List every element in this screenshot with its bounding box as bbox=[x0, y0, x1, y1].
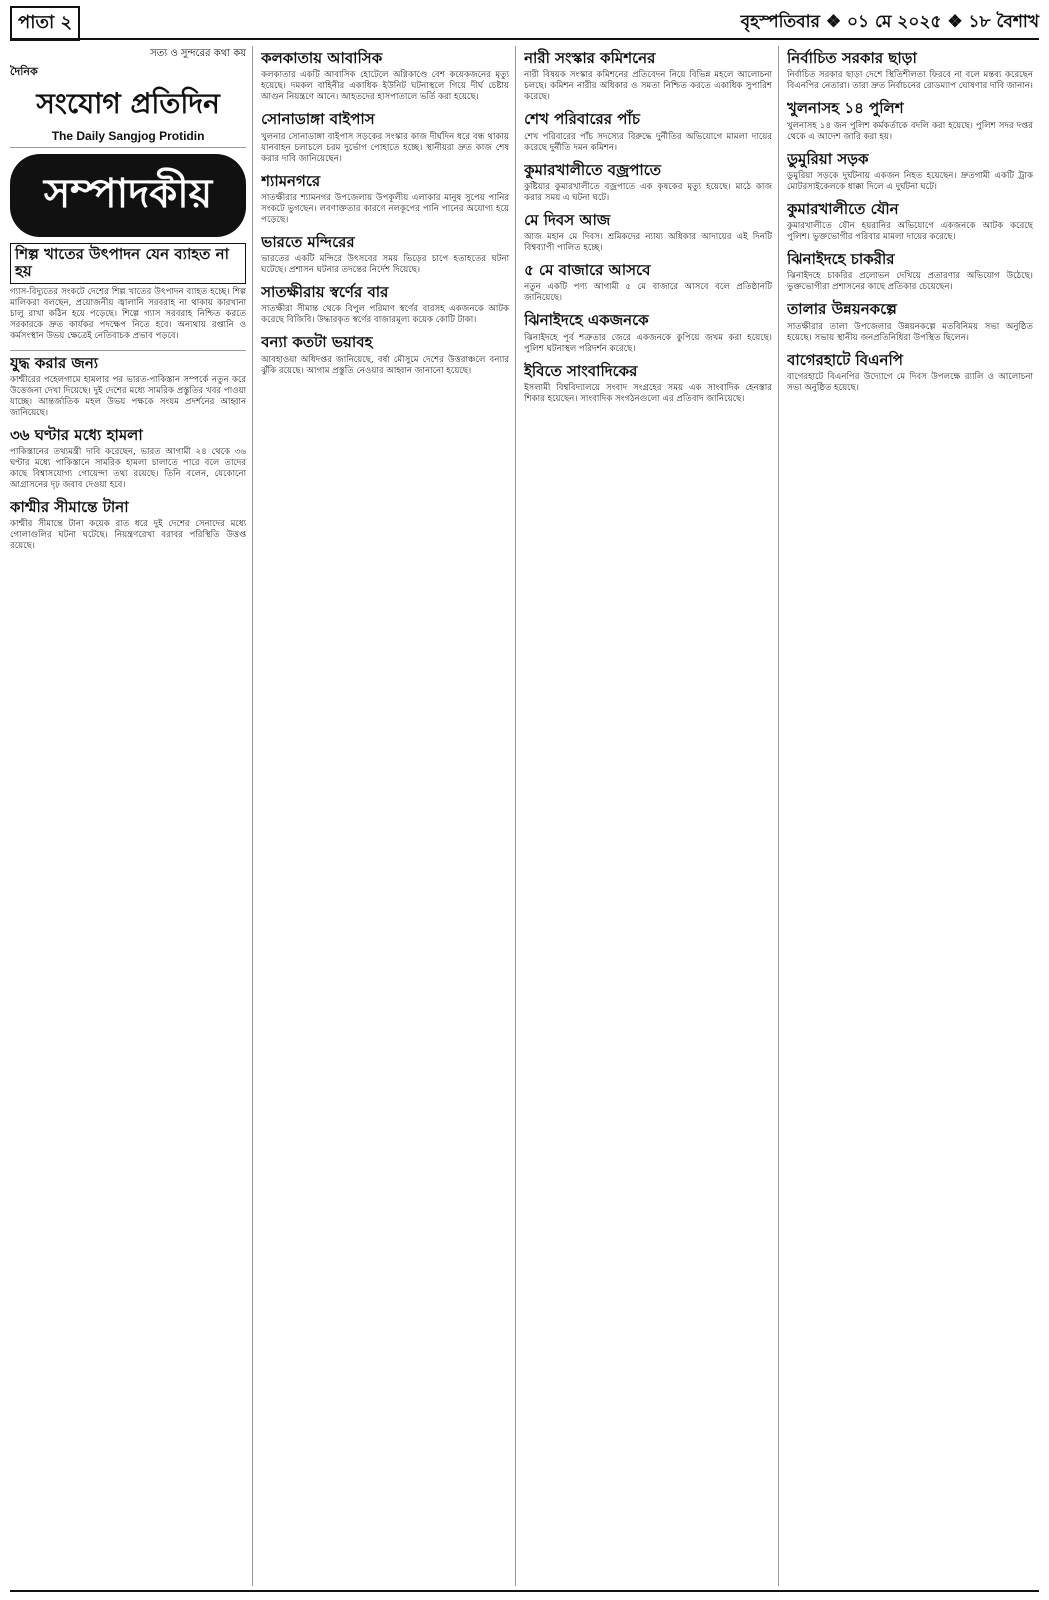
article-title: শিল্প খাতের উৎপাদন যেন ব্যাহত না হয় bbox=[10, 243, 246, 284]
article-body: নতুন একটি পণ্য আগামী ৫ মে বাজারে আসবে বলে প্রতিষ্ঠানটি জানিয়েছে। bbox=[524, 282, 773, 304]
article-body: ঝিনাইদহে পূর্ব শত্রুতার জেরে একজনকে কুপিয়ে জখম করা হয়েছে। পুলিশ ঘটনাস্থল পরিদর্শন করেছে। bbox=[524, 332, 773, 354]
bottom-rule bbox=[10, 1590, 1039, 1592]
masthead-title-en: The Daily Sangjog Protidin bbox=[51, 129, 205, 143]
article-title: কাশ্মীর সীমান্তে টানা bbox=[10, 498, 129, 516]
article-title: সোনাডাঙ্গা বাইপাস bbox=[261, 110, 375, 129]
article-title: তালার উন্নয়নকল্পে bbox=[787, 300, 897, 319]
article-title: কুমারখালীতে বজ্রপাতে bbox=[524, 160, 662, 179]
article-body: ইসলামী বিশ্ববিদ্যালয়ে সংবাদ সংগ্রহের সময় এক সাংবাদিক হেনস্তার শিকার হয়েছেন। সাংবাদিক সংগঠনগুলো এর প্রতিবাদ জানিয়েছে। bbox=[524, 382, 773, 404]
column-2 bbox=[261, 46, 516, 1586]
article-title: ৩৬ ঘণ্টার মধ্যে হামলা bbox=[10, 425, 143, 444]
column-3 bbox=[524, 46, 779, 1586]
date-line: বৃহস্পতিবার ❖ ০১ মে ২০২৫ ❖ ১৮ বৈশাখ bbox=[740, 12, 1039, 32]
article-body: ঝিনাইদহে চাকরির প্রলোভন দেখিয়ে প্রতারণার অভিযোগ উঠেছে। ভুক্তভোগীরা প্রশাসনের কাছে প্রতিকার চেয়েছেন। bbox=[787, 271, 1033, 293]
article-title: ইবিতে সাংবাদিকের bbox=[524, 361, 638, 380]
article-body: বাগেরহাটে বিএনপির উদ্যোগে মে দিবস উপলক্ষে র‍্যালি ও আলোচনা সভা অনুষ্ঠিত হয়েছে। bbox=[787, 371, 1033, 393]
article-title: ভারতে মন্দিরের bbox=[261, 232, 355, 251]
article-body: পাকিস্তানের তথ্যমন্ত্রী দাবি করেছেন, ভারত আগামী ২৪ থেকে ৩৬ ঘণ্টার মধ্যে পাকিস্তানে সামরিক হামলা চালাতে পারে বলে তাদের কাছে বিশ্বাসযোগ্য গোয়েন্দা তথ্য রয়েছে। তিনি বলেন, যেকোনো আগ্রাসনের দৃঢ় জবাব দেওয়া হবে। bbox=[10, 447, 247, 490]
column-1 bbox=[10, 46, 253, 1586]
article-title: নারী সংস্কার কমিশনের bbox=[524, 49, 656, 67]
masthead-daily: দৈনিক bbox=[10, 65, 38, 78]
article bbox=[261, 284, 509, 326]
editorial-banner: সম্পাদকীয় bbox=[10, 154, 246, 237]
article-title: কুমারখালীতে যৌন bbox=[787, 199, 899, 218]
article-body: খুলনাসহ ১৪ জন পুলিশ কর্মকর্তাকে বদলি করা হয়েছে। পুলিশ সদর দপ্তর থেকে এ আদেশ জারি করা হয়। bbox=[787, 120, 1033, 142]
article-body: কলকাতার একটি আবাসিক হোটেলে অগ্নিকাণ্ডে বেশ কয়েকজনের মৃত্যু হয়েছে। দমকল বাহিনীর একাধিক ইউনিট ঘটনাস্থলে গিয়ে দীর্ঘ চেষ্টায় আগুন নিয়ন্ত্রণে আনে। আহতদের হাসপাতালে ভর্তি করা হয়েছে। bbox=[261, 70, 510, 103]
article-title: ঝিনাইদহে চাকরীর bbox=[787, 250, 895, 268]
masthead bbox=[10, 46, 246, 148]
article bbox=[261, 50, 509, 103]
masthead-title-bn: সংযোগ প্রতিদিন bbox=[36, 87, 220, 120]
article bbox=[261, 111, 509, 164]
article-body: খুলনার সোনাডাঙ্গা বাইপাস সড়কের সংস্কার কাজ দীর্ঘদিন ধরে বন্ধ থাকায় যানবাহন চলাচলে চরম দুর্ভোগ পোহাতে হচ্ছে। স্থানীয়রা দ্রুত কাজ শেষ করার দাবি জানিয়েছেন। bbox=[261, 131, 510, 164]
article-title: শ্যামনগরে bbox=[261, 171, 321, 190]
article-body: সাতক্ষীরার তালা উপজেলার উন্নয়নকল্পে মতবিনিময় সভা অনুষ্ঠিত হয়েছে। সভায় স্থানীয় জনপ্রতিনিধিরা উপস্থিত ছিলেন। bbox=[787, 321, 1033, 343]
article-title: ঝিনাইদহে একজনকে bbox=[524, 311, 649, 330]
article bbox=[524, 312, 772, 354]
article-body: শেখ পরিবারের পাঁচ সদস্যের বিরুদ্ধে দুর্নীতির অভিযোগে মামলা দায়ের করেছে দুর্নীতি দমন কমিশন। bbox=[524, 131, 773, 153]
article bbox=[787, 201, 1033, 243]
article bbox=[10, 243, 246, 342]
article bbox=[10, 427, 246, 491]
article-title: সাতক্ষীরায় স্বর্ণের বার bbox=[261, 283, 389, 301]
article-body: আবহাওয়া অধিদপ্তর জানিয়েছে, বর্ষা মৌসুমে দেশের উত্তরাঞ্চলে বন্যার ঝুঁকি রয়েছে। আগাম প্রস্তুতি নেওয়ার আহ্বান জানানো হয়েছে। bbox=[261, 354, 510, 376]
article-body: কুষ্টিয়ার কুমারখালীতে বজ্রপাতে এক কৃষকের মৃত্যু হয়েছে। মাঠে কাজ করার সময় এ ঘটনা ঘটে। bbox=[524, 181, 773, 203]
article-body: সাতক্ষীরার শ্যামনগর উপজেলায় উপকূলীয় এলাকার মানুষ সুপেয় পানির সংকটে ভুগছেন। লবণাক্ততার কারণে নলকূপের পানি পানের অযোগ্য হয়ে পড়েছে। bbox=[261, 192, 510, 225]
article-body: কুমারখালীতে যৌন হয়রানির অভিযোগে একজনকে আটক করেছে পুলিশ। ভুক্তভোগীর পরিবার মামলা দায়ের করেছে। bbox=[787, 221, 1033, 242]
article-body: ডুমুরিয়া সড়কে দুর্ঘটনায় একজন নিহত হয়েছেন। দ্রুতগামী একটি ট্রাক মোটরসাইকেলকে ধাক্কা দিলে এ দুর্ঘটনা ঘটে। bbox=[787, 170, 1033, 192]
article-title: মে দিবস আজ bbox=[524, 210, 611, 229]
article-title: শেখ পরিবারের পাঁচ bbox=[524, 110, 640, 129]
content-columns bbox=[10, 46, 1039, 1586]
article bbox=[524, 111, 772, 153]
article-body: কাশ্মীর সীমান্তে টানা কয়েক রাত ধরে দুই দেশের সেনাদের মধ্যে গোলাগুলির ঘটনা ঘটেছে। নিয়ন্ত্রণরেখা বরাবর পরিস্থিতি উত্তপ্ত রয়েছে। bbox=[10, 519, 247, 552]
article bbox=[524, 262, 772, 304]
article bbox=[787, 251, 1033, 293]
article bbox=[787, 301, 1033, 343]
page-number: পাতা ২ bbox=[10, 6, 80, 41]
masthead-tagline: সত্য ও সুন্দরের কথা কয় bbox=[150, 48, 247, 59]
article bbox=[787, 100, 1033, 142]
article bbox=[787, 151, 1033, 193]
article-body: নির্বাচিত সরকার ছাড়া দেশে স্থিতিশীলতা ফিরবে না বলে মন্তব্য করেছেন বিএনপির নেতারা। তারা দ্রুত নির্বাচনের রোডম্যাপ ঘোষণার দাবি জানান। bbox=[787, 70, 1033, 92]
article bbox=[524, 363, 772, 405]
article bbox=[787, 50, 1033, 92]
article-body: কাশ্মীরের পহেলগামে হামলার পর ভারত-পাকিস্তান সম্পর্কে নতুন করে উত্তেজনা দেখা দিয়েছে। দুই দেশের মধ্যে সামরিক প্রস্তুতির খবর পাওয়া যাচ্ছে। আন্তর্জাতিক মহল উভয় পক্ষকে সংযম প্রদর্শনের আহ্বান জানিয়েছে। bbox=[10, 374, 247, 418]
article-title: ৫ মে বাজারে আসবে bbox=[524, 261, 651, 279]
article-body: নারী বিষয়ক সংস্কার কমিশনের প্রতিবেদন নিয়ে বিভিন্ন মহলে আলোচনা চলছে। কমিশন নারীর অধিকার ও সমতা নিশ্চিত করতে একাধিক সুপারিশ করেছে। bbox=[524, 70, 773, 103]
article-title: কলকাতায় আবাসিক bbox=[261, 49, 383, 67]
article-title: খুলনাসহ ১৪ পুলিশ bbox=[787, 99, 904, 118]
article-body: গ্যাস-বিদ্যুতের সংকটে দেশের শিল্প খাতের উৎপাদন ব্যাহত হচ্ছে। শিল্প মালিকরা বলছেন, প্রয়োজনীয় জ্বালানি সরবরাহ না থাকায় কারখানা চালু রাখা কঠিন হয়ে পড়েছে। শিল্পে গ্যাস সরবরাহ নিশ্চিত করতে সরকারকে দ্রুত কার্যকর পদক্ষেপ নিতে হবে। অন্যথায় রপ্তানি ও কর্মসংস্থান উভয় ক্ষেত্রেই নেতিবাচক প্রভাব পড়বে। bbox=[10, 286, 247, 341]
article-body: আজ মহান মে দিবস। শ্রমিকদের ন্যায্য অধিকার আদায়ের এই দিনটি বিশ্বব্যাপী পালিত হচ্ছে। bbox=[524, 232, 773, 253]
article bbox=[261, 234, 509, 276]
article bbox=[524, 212, 772, 254]
article bbox=[787, 352, 1033, 394]
article-title: নির্বাচিত সরকার ছাড়া bbox=[787, 49, 917, 67]
article bbox=[10, 355, 246, 419]
article bbox=[524, 162, 772, 204]
article bbox=[524, 50, 772, 103]
article-title: ডুমুরিয়া সড়ক bbox=[787, 149, 869, 168]
article bbox=[10, 499, 246, 552]
article-body: ভারতের একটি মন্দিরে উৎসবের সময় ভিড়ের চাপে হতাহতের ঘটনা ঘটেছে। প্রশাসন ঘটনার তদন্তের নির্দেশ দিয়েছে। bbox=[261, 254, 510, 275]
article bbox=[261, 334, 509, 376]
article-title: বাগেরহাটে বিএনপি bbox=[787, 350, 903, 369]
article-title: বন্যা কতটা ভয়াবহ bbox=[261, 333, 373, 352]
article-body: সাতক্ষীরা সীমান্ত থেকে বিপুল পরিমাণ স্বর্ণের বারসহ একজনকে আটক করেছে বিজিবি। উদ্ধারকৃত স্বর্ণের বাজারমূল্য কয়েক কোটি টাকা। bbox=[261, 304, 510, 326]
column-4 bbox=[787, 46, 1039, 1586]
article bbox=[261, 173, 509, 226]
page-header bbox=[10, 8, 1039, 40]
article-title: যুদ্ধ করার জন্য bbox=[10, 353, 99, 372]
